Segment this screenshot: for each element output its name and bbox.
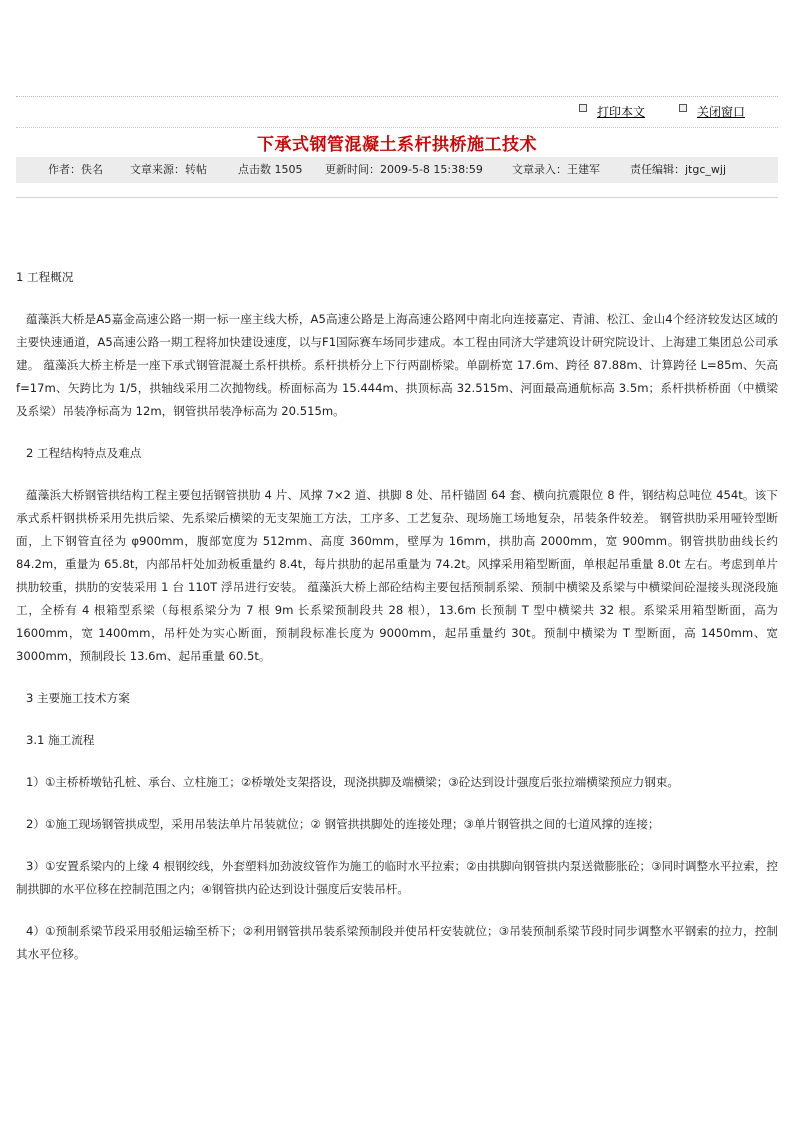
body-paragraph: 1）①主桥桥墩钻孔桩、承台、立柱施工；②桥墩处支架搭设，现浇拱脚及端横梁；③砼达到设计强度后张拉端横梁预应力钢束。 [26, 775, 680, 789]
meta-editor: 责任编辑：jtgc_wjj [630, 163, 727, 176]
article-title: 下承式钢管混凝土系杆拱桥施工技术 [257, 135, 537, 155]
print-article-link[interactable] [579, 103, 645, 120]
body-paragraph: 3）①安置系梁内的上缘 4 根钢绞线，外套塑料加劲波纹管作为施工的临时水平拉索；②由拱脚向钢管拱内泵送微膨胀砼；③同时调整水平拉索，控制拱脚的水平位移在控制范围之内；④钢管拱内砼达到设计强度后安装吊杆。 [16, 859, 778, 896]
section-heading: 3 主要施工技术方案 [26, 691, 130, 705]
meta-entry: 文章录入：王建军 [512, 163, 600, 176]
close-window-link[interactable] [679, 103, 745, 120]
body-paragraph: 2）①施工现场钢管拱成型，采用吊装法单片吊装就位；② 钢管拱拱脚处的连接处理；③单片钢管拱之间的七道风撑的连接； [26, 817, 660, 831]
meta-author: 作者：佚名 [48, 163, 103, 176]
section-heading: 1 工程概况 [16, 270, 74, 284]
bullet-icon [679, 104, 687, 112]
body-paragraph: 蕴藻浜大桥是A5嘉金高速公路一期一标一座主线大桥，A5高速公路是上海高速公路网中南北向连接嘉定、青浦、松江、金山4个经济较发达区域的主要快速通道，A5高速公路一期工程将加快建设速度，以与F1国际赛车场同步建成。本工程由同济大学建筑设计研究院设计、上海建工集团总公司承建。 蕴藻浜大桥主桥是一座下承式钢管混凝土系杆拱桥。系杆拱桥分上下行两副桥梁。单副桥宽 17.6m、跨径 87.88m、计算跨径 L=85m、矢高 f=17m、矢跨比为 1/5，拱轴线采用二次抛物线。桥面标高为 15.444m、拱顶标高 32.515m、河面最高通航标高 3.5m；系杆拱桥桥面（中横梁及系梁）吊装净标高为 12m，钢管拱吊装净标高为 20.515m。 [16, 312, 778, 418]
body-paragraph: 4）①预制系梁节段采用驳船运输至桥下；②利用钢管拱吊装系梁预制段并使吊杆安装就位；③吊装预制系梁节段时同步调整水平钢索的拉力，控制其水平位移。 [16, 924, 778, 961]
bullet-icon [579, 104, 587, 112]
section-heading: 2 工程结构特点及难点 [26, 446, 142, 460]
body-paragraph: 蕴藻浜大桥钢管拱结构工程主要包括钢管拱肋 4 片、风撑 7×2 道、拱脚 8 处、吊杆锚固 64 套、横向抗震限位 8 件，钢结构总吨位 454t。该下承式系杆钢拱桥采用先拱后梁、先系梁后横梁的无支架施工方法，工序多、工艺复杂、现场施工场地复杂，吊装条件较差。 钢管拱肋采用哑铃型断面，上下钢管直径为 φ900mm，腹部宽度为 512mm、高度 360mm，壁厚为 16mm，拱肋高 2000mm，宽 900mm。钢管拱肋曲线长约 84.2m，重量为 65.8t，内部吊杆处加劲板重量约 8.4t，每片拱肋的起吊重量为 74.2t。风撑采用箱型断面，单根起吊重量 8.0t 左右。考虑到单片拱肋较重，拱肋的安装采用 1 台 110T 浮吊进行安装。 蕴藻浜大桥上部砼结构主要包括预制系梁、预制中横梁及系梁与中横梁间砼湿接头现浇段施工，全桥有 4 根箱型系梁（每根系梁分为 7 根 9m 长系梁预制段共 28 根），13.6m 长预制 T 型中横梁共 32 根。系梁采用箱型断面，高为 1600mm，宽 1400mm，吊杆处为实心断面，预制段标准长度为 9000mm，起吊重量约 30t。预制中横梁为 T 型断面，高 1450mm、宽 3000mm，预制段长 13.6m、起吊重量 60.5t。 [16, 488, 778, 663]
meta-updated: 更新时间：2009-5-8 15:38:59 [325, 163, 483, 176]
article-body [16, 266, 778, 985]
print-article-label: 打印本文 [597, 105, 646, 119]
subsection-heading: 3.1 施工流程 [26, 733, 95, 747]
article-frame [16, 96, 778, 176]
close-window-label: 关闭窗口 [697, 105, 746, 119]
meta-source: 文章来源：转帖 [130, 163, 207, 176]
meta-divider [16, 197, 778, 198]
meta-hits: 点击数 1505 [238, 163, 303, 176]
article-toolbar [16, 97, 778, 128]
article-meta-bar [16, 157, 778, 183]
